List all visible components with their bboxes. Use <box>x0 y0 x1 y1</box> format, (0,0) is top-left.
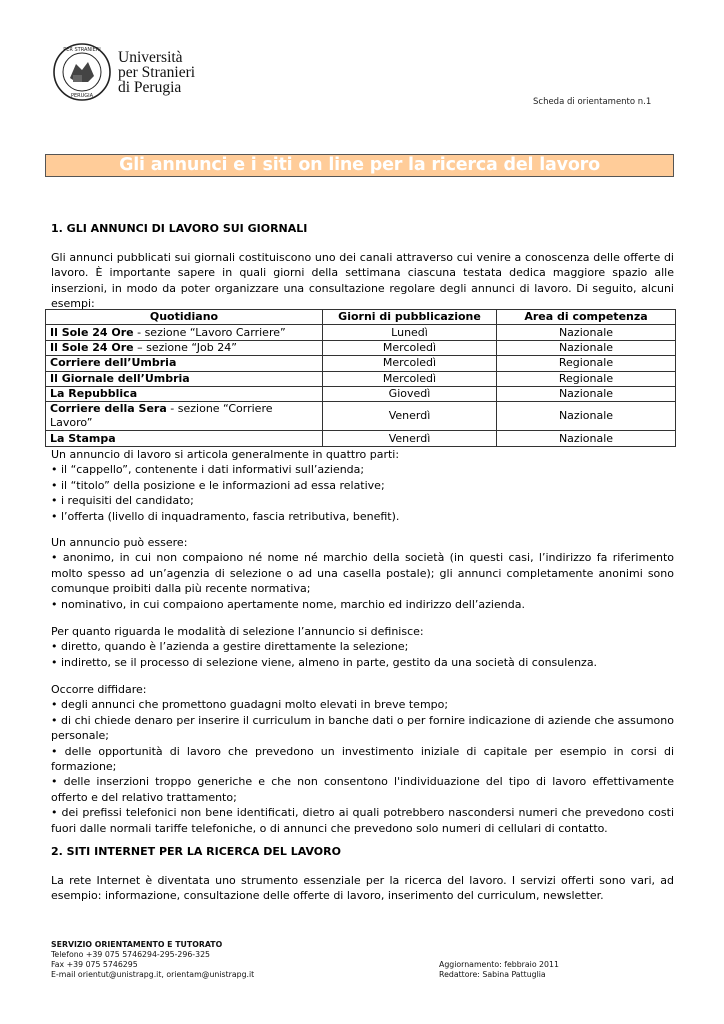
institution-name <box>118 50 195 95</box>
area-cell: Nazionale <box>497 402 676 431</box>
list-item: • degli annunci che promettono guadagni molto elevati in breve tempo; <box>51 698 449 712</box>
day-cell: Mercoledì <box>323 356 497 371</box>
area-cell: Nazionale <box>497 386 676 401</box>
footer-editor: Redattore: Sabina Pattuglia <box>439 970 546 979</box>
list-item: • i requisiti del candidato; <box>51 494 194 508</box>
newspaper-section: – sezione “Job 24” <box>133 340 237 354</box>
day-cell: Lunedì <box>323 325 497 340</box>
list-item: • nominativo, in cui compaiono apertamente nome, marchio ed indirizzo dell’azienda. <box>51 597 525 611</box>
list-item: • dei prefissi telefonici non bene identificati, dietro ai quali potrebbero nascondersi numeri che prevedono costi fuori dalle normali tariffe telefoniche, o di annunci che prevedono solo numeri di cellulari di contatto. <box>51 806 674 835</box>
ad-parts-lead: Un annuncio di lavoro si articola generalmente in quattro parti: <box>51 448 400 461</box>
ad-types-block <box>51 535 674 612</box>
selection-modes-block <box>51 624 674 670</box>
day-cell: Giovedì <box>323 386 497 401</box>
area-cell: Regionale <box>497 371 676 386</box>
table-header-row <box>46 310 676 325</box>
area-cell: Nazionale <box>497 340 676 355</box>
university-seal-icon <box>52 42 112 102</box>
day-cell: Venerdì <box>323 431 497 446</box>
newspaper-section: - sezione “Corriere Lavoro” <box>50 402 273 430</box>
newspaper-cell <box>46 356 323 371</box>
day-cell: Mercoledì <box>323 340 497 355</box>
svg-text:PER STRANIERI: PER STRANIERI <box>63 47 101 53</box>
list-item: • il “titolo” della posizione e le informazioni ad essa relative; <box>51 478 385 492</box>
day-cell: Mercoledì <box>323 371 497 386</box>
table-row <box>46 340 676 355</box>
area-cell: Regionale <box>497 356 676 371</box>
footer-fax: Fax +39 075 5746295 <box>51 960 138 969</box>
footer-email[interactable]: E-mail orientut@unistrapg.it, orientam@unistrapg.it <box>51 970 255 979</box>
day-cell: Venerdì <box>323 402 497 431</box>
beware-lead: Occorre diffidare: <box>51 683 147 696</box>
newspaper-name: La Repubblica <box>50 387 138 401</box>
selection-lead: Per quanto riguarda le modalità di selezione l’annuncio si definisce: <box>51 625 424 638</box>
col-header-newspaper: Quotidiano <box>46 310 323 325</box>
beware-block <box>51 682 674 836</box>
sheet-reference: Scheda di orientamento n.1 <box>533 97 652 107</box>
ad-types-lead: Un annuncio può essere: <box>51 536 188 549</box>
document-title-banner: Gli annunci e i siti on line per la ricerca del lavoro <box>45 154 674 177</box>
col-header-area: Area di competenza <box>497 310 676 325</box>
list-item: • delle opportunità di lavoro che prevedono un investimento iniziale di capitale per esempio in corsi di formazione; <box>51 744 674 774</box>
footer-office: SERVIZIO ORIENTAMENTO E TUTORATO <box>51 940 223 949</box>
footer-meta <box>439 960 559 980</box>
area-cell: Nazionale <box>497 325 676 340</box>
table-row <box>46 356 676 371</box>
table-row <box>46 386 676 401</box>
newspaper-cell <box>46 431 323 446</box>
newspaper-name: Corriere dell’Umbria <box>50 356 177 370</box>
newspaper-cell <box>46 371 323 386</box>
svg-text:PERUGIA: PERUGIA <box>70 93 94 99</box>
area-cell: Nazionale <box>497 431 676 446</box>
list-item: • diretto, quando è l’azienda a gestire direttamente la selezione; <box>51 640 409 654</box>
section-2-heading: 2. SITI INTERNET PER LA RICERCA DEL LAVORO <box>51 845 341 858</box>
footer-phone: Telefono +39 075 5746294-295-296-325 <box>51 950 211 959</box>
section-2-intro: La rete Internet è diventata uno strumento essenziale per la ricerca del lavoro. I servizi offerti sono vari, ad esempio: informazione, consultazione delle offerte di lavoro, inserimento del curriculum, newsletter. <box>51 874 674 903</box>
newspaper-cell <box>46 325 323 340</box>
list-item: • anonimo, in cui non compaiono né nome né marchio della società (in questi casi, l’indirizzo fa riferimento molto spesso ad un’agenzia di selezione o ad una casella postale); gli annunci completamente anonimi sono comunque proibiti dalla più recente normativa; <box>51 551 674 596</box>
institution-line-1: Università <box>118 49 183 66</box>
section-1-intro: Gli annunci pubblicati sui giornali costituiscono uno dei canali attraverso cui venire a conoscenza delle offerte di lavoro. È importante sapere in quali giorni della settimana ciascuna testata dedica maggiore spazio alle inserzioni, in modo da poter organizzare una consultazione regolare degli annunci di lavoro. Di seguito, alcuni esempi: <box>51 251 674 311</box>
section-1-heading: 1. GLI ANNUNCI DI LAVORO SUI GIORNALI <box>51 222 308 235</box>
list-item: • il “cappello”, contenente i dati informativi sull’azienda; <box>51 463 365 477</box>
footer-updated: Aggiornamento: febbraio 2011 <box>439 960 559 969</box>
footer-contacts <box>51 940 254 980</box>
table-row <box>46 402 676 431</box>
institution-line-2: per Stranieri <box>118 64 196 81</box>
list-item: • indiretto, se il processo di selezione viene, almeno in parte, gestito da una società di consulenza. <box>51 655 598 669</box>
table-row <box>46 371 676 386</box>
list-item: • di chi chiede denaro per inserire il curriculum in banche dati o per fornire indicazione di aziende che assumono personale; <box>51 713 674 743</box>
col-header-days: Giorni di pubblicazione <box>323 310 497 325</box>
table-row <box>46 431 676 446</box>
newspaper-cell <box>46 402 323 431</box>
newspaper-name: Corriere della Sera <box>50 402 167 416</box>
table-row <box>46 325 676 340</box>
newspaper-section: - sezione “Lavoro Carriere” <box>133 325 286 339</box>
institution-line-3: di Perugia <box>118 79 182 96</box>
ad-parts-block <box>51 447 674 524</box>
newspaper-name: Il Sole 24 Ore <box>50 325 134 339</box>
list-item: • l’offerta (livello di inquadramento, fascia retributiva, benefit). <box>51 509 400 523</box>
newspaper-cell <box>46 340 323 355</box>
newspaper-name: Il Giornale dell’Umbria <box>50 371 190 385</box>
list-item: • delle inserzioni troppo generiche e che non consentono l'individuazione del tipo di lavoro effettivamente offerto e del relativo trattamento; <box>51 775 674 804</box>
newspaper-table <box>45 309 676 447</box>
newspaper-cell <box>46 386 323 401</box>
newspaper-name: Il Sole 24 Ore <box>50 340 134 354</box>
newspaper-name: La Stampa <box>50 431 116 445</box>
